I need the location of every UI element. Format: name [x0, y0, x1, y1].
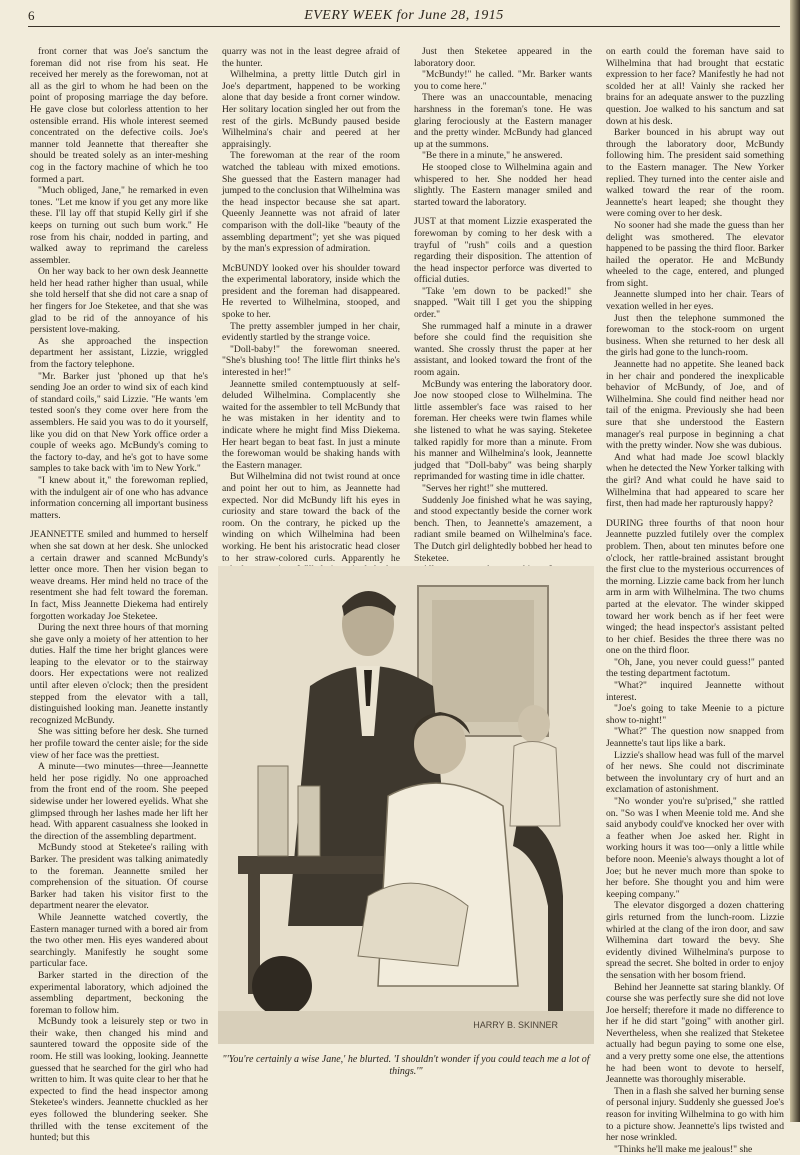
paragraph: On her way back to her own desk Jeannette held her head rather higher than usual, while she told herself that she did not care a snap of her fingers for Joe Steketee, and that she was glad to be rid of the annoyance of his persistent love-making.	[30, 266, 208, 336]
paragraph: JEANNETTE smiled and hummed to herself when she sat down at her desk. She unlocked a certain drawer and scanned McBundy's letter once more. Then her vision began to weave dreams. Her mind held no trace of the resentment she had felt toward the foreman. In fact, Miss Jeannette Diekema had entirely forgotten workaday Joe Steketee.	[30, 529, 208, 622]
paragraph: DURING three fourths of that noon hour Jeannette puzzled futilely over the complex problem. Then, about ten minutes before one o'clock, her rattle-brained assistant brought the first clue to the mysterious occurrences of the morning. Lizzie came back from her lunch arm in arm with Wilhelmina. The two chums parted at the elevator. The winder skipped toward her work bench as if her feet were winged; the head inspector's assistant pelted to her chief. Besides the three there was no one on the third floor.	[606, 517, 784, 657]
paragraph: He stooped close to Wilhelmina again and whispered to her. She nodded her head slightly. The Eastern manager smiled and started toward the laboratory.	[414, 161, 592, 208]
artist-signature: HARRY B. SKINNER	[473, 1020, 558, 1030]
paragraph: Just then the telephone summoned the forewoman to the stock-room on urgent business. When she returned to her desk all the girls had gone to the lunch-room.	[606, 312, 784, 359]
paragraph: "Oh, Jane, you never could guess!" panted the testing department factotum.	[606, 656, 784, 680]
paragraph: Suddenly Joe finished what he was saying, and stood expectantly beside the corner work bench. Then, to Jeannette's amazement, a radiant smile beamed on Wilhelmina's face. The Dutch girl delightedly bobbed her head to Steketee.	[414, 494, 592, 564]
paragraph: The elevator disgorged a dozen chattering girls returned from the lunch-room. Lizzie whirled at the clang of the iron door, and saw Wilhemina dart toward the bevy. She evidently divined Wilhelmina's purpose to spread the secret. She bolted in order to enjoy the sensation with her bosom friend.	[606, 900, 784, 981]
paragraph: As she approached the inspection department her assistant, Lizzie, wriggled from the factory telephone.	[30, 335, 208, 371]
paragraph: quarry was not in the least degree afraid of the hunter.	[222, 46, 400, 69]
paragraph: A minute—two minutes—three—Jeannette held her pose rigidly. No one approached from the front end of the room. She peeped sidewise under her lowered eyelids. What she glimpsed through her lashes made her lift her head. With apparent casualness she looked in the direction of the assembling department.	[30, 761, 208, 842]
illustration-caption: "'You're certainly a wise Jane,' he blurted. 'I shouldn't wonder if you could teach me a lot of things.'"	[222, 1054, 590, 1077]
paragraph: Behind her Jeannette sat staring blankly. Of course she was perfectly sure she did not love Joe herself; therefore it made no difference to her if he did start "going" with another girl. Nevertheless, when she realized that Steketee actually had begun paying to some one else, and a very pretty some one else, the attentions he had been wont to devote to herself, Jeannette was thoroughly miserable.	[606, 981, 784, 1086]
paragraph: During the next three hours of that morning she gave only a moiety of her attention to her duties. Half the time her bright glances were leaping to the elevator or to the stairway doors. Her expectations were not realized until after eleven o'clock; then the president stepped from the elevator with a tall, distinguished looking man. Jeanette instantly recognized McBundy.	[30, 622, 208, 726]
paragraph: McBundy took a leisurely step or two in their wake, then changed his mind and sauntered toward the opposite side of the room. He still was looking, looking. Jeannette guessed that he searched for the girl who had written to him. It was quite clear to her that he expected to find the head inspector among Steketee's winders. Jeannette chuckled as her eyes followed the blundering seeker. She thrilled with the tense excitement of the hunted; but this	[30, 1016, 208, 1144]
paragraph: Jeannette slumped into her chair. Tears of vexation welled in her eyes.	[606, 289, 784, 313]
paragraph: Barker started in the direction of the experimental laboratory, which adjoined the assembling department, beckoning the foreman to follow him.	[30, 969, 208, 1016]
text-column-3	[414, 46, 592, 564]
paragraph: Wilhelmina, a pretty little Dutch girl in Joe's department, happened to be working alone that day beside a front corner window. Her solitary location singled her out from the rest of the girls. McBundy paused beside Wilhelmina's chair and peered at her appraisingly.	[222, 69, 400, 150]
story-illustration	[218, 566, 594, 1044]
paragraph: "Doll-baby!" the forewoman sneered. "She's blushing too! The little flirt thinks he's interested in her!"	[222, 343, 400, 379]
paragraph: But Wilhelmina did not twist round at once and point her out to him, as Jeannette had expected. Nor did McBundy lift his eyes in curiosity and stare toward the back of the room. On the contrary, he picked up the winding on which Wilhelmina had been working. He bent his aristocratic head closer to her straw-colored curls. Apparently he	[222, 471, 400, 564]
paragraph: No sooner had she made the guess than her delight was smothered. The elevator happened to be passing the third floor. Barker hailed the operator. He and McBundy wheeled to the cage, entered, and plunged from sight.	[606, 219, 784, 289]
paragraph: JUST at that moment Lizzie exasperated the forewoman by coming to her desk with a trayful of "rush" coils and a question regarding their disposition. The attention of the head inspector perforce was diverted to official duties.	[414, 216, 592, 286]
paragraph: "Mr. Barker just 'phoned up that he's sending Joe an order to wind six of each kind of standard coils," said Lizzie. "He wants 'em tested soon's they come over here from the assemblers. He said you was to do it yourself, like you did on that New York office order a couple of weeks ago. McBundy's coming to the factory to-day, and he's got to have some samples to take back with 'im to New York."	[30, 370, 208, 475]
paragraph: "Joe's going to take Meenie to a picture show to-night!"	[606, 703, 784, 726]
paragraph: "Take 'em down to be packed!" she snapped. "Wait till I get you the shipping order."	[414, 285, 592, 321]
globe-shape	[252, 956, 312, 1016]
text-column-2	[222, 46, 400, 564]
text-column-1	[30, 46, 208, 1144]
text-column-4	[606, 46, 784, 1155]
paragraph: McBundy was entering the laboratory door. Joe now stooped close to Wilhelmina. The little assembler's face was raised to her foreman. Her cheeks were twin flames while she listened to what he was saying. Steketee talked rapidly for more than a minute. From his manner and Wilhelmina's look, Jeannette judged that "Doll-baby" was being sharply reprimanded for wasting time in idle chatter.	[414, 378, 592, 483]
page-edge	[790, 0, 800, 1122]
paragraph: front corner that was Joe's sanctum the foreman did not rise from his seat. He received her merely as the forewoman, not at all as the girl to whom he had been on the point of proposing marriage the day before. He gave close but colorless attention to her ostensible errand. His whole interest seemed concentrated on the defective coils. Joe's manner told Jeannette that thereafter she should be treated solely as an inter-meshing cog in the factory machine of which he too formed a part.	[30, 46, 208, 185]
paragraph: Jeannette had no appetite. She leaned back in her chair and pondered the inexplicable behavior of McBundy, of Joe, and of Wilhelmina. She could find neither head nor tail of the enigma. Previously she had been sure that she understood the Eastern manager's real purpose in beginning a chat with the pretty winder. Now she was dubious.	[606, 359, 784, 452]
paragraph: "Be there in a minute," he answered.	[422, 150, 563, 162]
paragraph: McBUNDY looked over his shoulder toward the experimental laboratory, inside which the president and the foreman had disappeared. He reverted to Wilhelmina, stooped, and spoke to her.	[222, 262, 400, 321]
paragraph: "What?" The question now snapped from Jeannette's taut lips like a bark.	[606, 726, 784, 750]
paragraph: "What?" inquired Jeannette without interest.	[606, 680, 784, 703]
paragraph: The pretty assembler jumped in her chair, evidently startled by the strange voice.	[222, 320, 400, 344]
paragraph: She rummaged half a minute in a drawer before she could find the requisition she wanted. She crossly thrust the paper at her assistant, and looked toward the front of the room again.	[414, 320, 592, 379]
paragraph: Just then Steketee appeared in the laboratory door.	[414, 46, 592, 69]
paragraph: Lizzie's shallow head was full of the marvel of her news. She could not discriminate between the involuntary cry of hurt and an exclamation of astonishment.	[606, 749, 784, 796]
paragraph: Jeannette smiled contemptuously at self-deluded Wilhelmina. Complacently she waited for the assembler to tell McBundy that he was mistaken in her identity and to indicate where he might find Miss Diekema. Her heart began to beat fast. In just a minute the forewoman would be shaking hands with the Eastern manager.	[222, 378, 400, 471]
page-number: 6	[28, 8, 35, 23]
paragraph: Then in a flash she salved her burning sense of personal injury. Suddenly she guessed Joe's reason for inviting Wilhelmina to go with him to a picture show. Jeannette's lips twisted and her nose wrinkled.	[606, 1085, 784, 1144]
paragraph: While Jeannette watched covertly, the Eastern manager turned with a bored air from the two other men. His eyes wandered about searchingly. Manifestly he sought some particular face.	[30, 911, 208, 970]
paragraph: Barker bounced in his abrupt way out through the laboratory door, McBundy following him. The president said something to the Eastern manager. The New Yorker replied. They turned into the center aisle and walked toward the rear of the room. Jeannette's heart leaped; she thought they were coming over to her desk.	[606, 127, 784, 220]
paragraph: "I knew about it," the forewoman replied, with the indulgent air of one who has advance information concerning all important business matters.	[30, 474, 208, 521]
illustration-drawing	[218, 566, 594, 1044]
paragraph: "Thinks he'll make me jealous!" she	[614, 1143, 753, 1155]
paragraph: "McBundy!" he called. "Mr. Barker wants you to come here."	[414, 69, 592, 92]
running-header	[28, 8, 780, 27]
paragraph: "Much obliged, Jane," he remarked in even tones. "Let me know if you get any more like these. I'll lay off that stupid Kelly girl if she keeps on turning out such bum work." He rose from his chair, nodded in parting, and walked away to reprimand the careless assembler.	[30, 185, 208, 266]
running-title: EVERY WEEK for June 28, 1915	[304, 8, 504, 23]
paragraph: There was an unaccountable, menacing harshness in the foreman's tone. He was glaring ferociously at the Eastern manager and the pretty winder. McBundy had glanced up at the summons.	[414, 92, 592, 150]
paragraph: "No wonder you're su'prised," she rattled on. "So was I when Meenie told me. And she said anybody could've knocked her over with a feather when Joe asked her. Right in working hours it was too—only a little while before noon. Meenie's always thought a lot of Joe; but he never much more than spoke to her before. She thought you and him were keeping company."	[606, 796, 784, 900]
paragraph: She was sitting before her desk. She turned her profile toward the center aisle; for the side view of her face was the prettiest.	[30, 726, 208, 761]
paragraph: And what had made Joe scowl blackly when he detected the New Yorker talking with the girl? And what could he have said to Wilhelmina that had appeared to scare her first, then had made her rapturously happy?	[606, 451, 784, 510]
paragraph: The forewoman at the rear of the room watched the tableau with mixed emotions. She guessed that the Eastern manager had jumped to the conclusion that Wilhelmina was the head inspector because she sat apart. Queenly Jeannette was not afraid of later comparison with the doll-like "beauty of the assembling department"; yet she was piqued by the man's expression of admiration.	[222, 150, 400, 255]
paragraph: McBundy stood at Steketee's railing with Barker. The president was talking animatedly to the foreman. Jeannette smiled her comprehension of the situation. Of course Barker had taken his visitor first to the department nearer the elevator.	[30, 842, 208, 912]
paragraph: on earth could the foreman have said to Wilhelmina that had brought that ecstatic expression to her face? Manifestly he had not scolded her at all! Vainly she racked her brains for an adequate answer to the puzzling question. Joe walked to his sanctum and sat down at his desk.	[606, 46, 784, 127]
paragraph: "Serves her right!" she muttered.	[422, 482, 548, 494]
